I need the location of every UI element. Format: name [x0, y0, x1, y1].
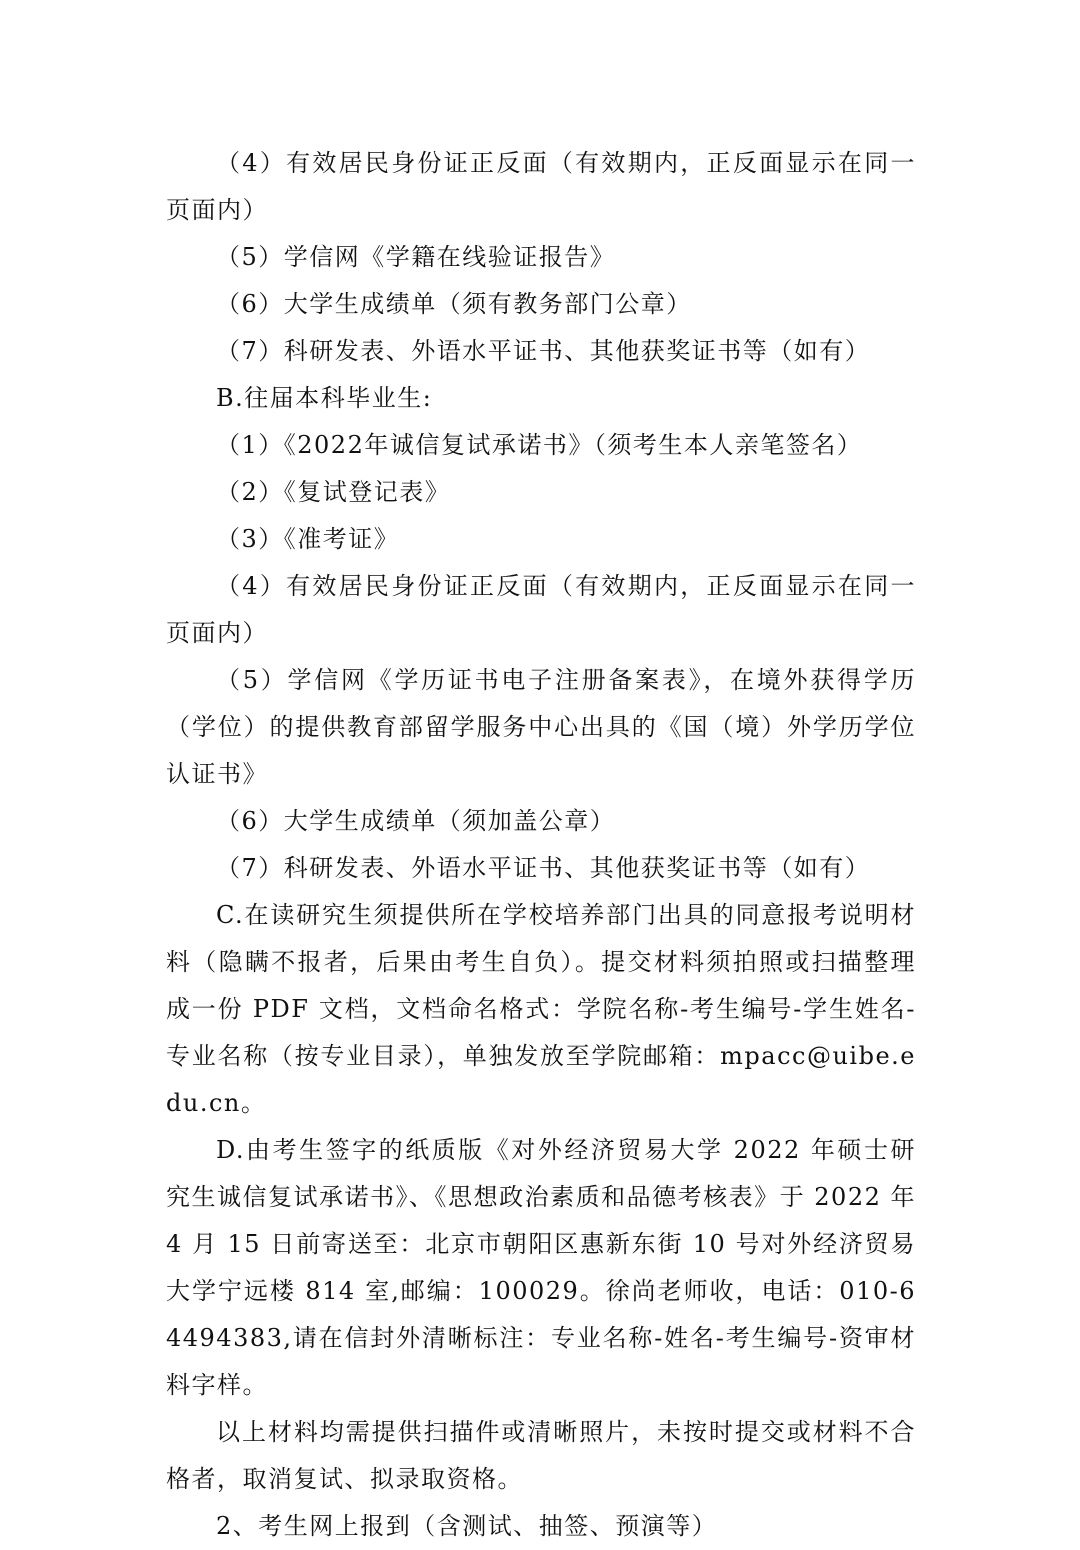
paragraph-integrity-commitment: （1）《2022年诚信复试承诺书》（须考生本人亲笔签名） [216, 431, 863, 459]
paragraph-materials-requirement: 以上材料均需提供扫描件或清晰照片，未按时提交或材料不合格者，取消复试、拟录取资格。 [166, 1418, 916, 1493]
paragraph-registration-form: （2）《复试登记表》 [216, 478, 451, 506]
paragraph-admission-ticket: （3）《准考证》 [216, 525, 400, 553]
document-body [166, 140, 916, 1550]
paragraph-id-card-current: （4）有效居民身份证正反面（有效期内，正反面显示在同一页面内） [166, 149, 916, 224]
paragraph-research-certificates-current: （7）科研发表、外语水平证书、其他获奖证书等（如有） [216, 337, 871, 365]
paragraph-research-certificates-past: （7）科研发表、外语水平证书、其他获奖证书等（如有） [216, 854, 871, 882]
section-heading-past-graduates: B.往届本科毕业生: [216, 384, 433, 412]
paragraph-graduate-student-materials: C.在读研究生须提供所在学校培养部门出具的同意报考说明材料（隐瞒不报者，后果由考生自负）。提交材料须拍照或扫描整理成一份 PDF 文档，文档命名格式：学院名称-考生编号-学生姓名-专业名称（按专业目录），单独发放至学院邮箱：mpacc@uibe.edu.cn。 [166, 901, 916, 1117]
section-heading-online-registration: 2、考生网上报到（含测试、抽签、预演等） [216, 1512, 718, 1540]
paragraph-transcript-past: （6）大学生成绩单（须加盖公章） [216, 807, 616, 835]
paragraph-transcript-current: （6）大学生成绩单（须有教务部门公章） [216, 290, 692, 318]
paragraph-paper-documents-mailing: D.由考生签字的纸质版《对外经济贸易大学 2022 年硕士研究生诚信复试承诺书》、《思想政治素质和品德考核表》于 2022 年 4 月 15 日前寄送至：北京市朝阳区惠新东街 10 号对外经济贸易大学宁远楼 814 室,邮编：100029。徐尚老师收，电话：010-64494383,请在信封外清晰标注：专业名称-姓名-考生编号-资审材料字样。 [166, 1136, 916, 1399]
paragraph-id-card-past: （4）有效居民身份证正反面（有效期内，正反面显示在同一页面内） [166, 572, 916, 647]
paragraph-xuexin-enrollment-report: （5）学信网《学籍在线验证报告》 [216, 243, 616, 271]
paragraph-degree-certificate: （5）学信网《学历证书电子注册备案表》，在境外获得学历（学位）的提供教育部留学服务中心出具的《国（境）外学历学位认证书》 [166, 666, 916, 788]
